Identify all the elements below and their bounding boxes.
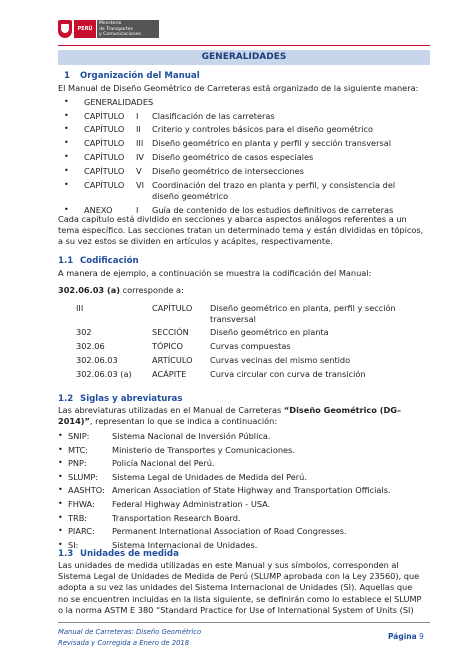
s13-line-3: adopta a su vez las unidades del Sistema Internacional de Unidades (SI). Aquellas que [58,582,413,593]
list-bullet: • [64,97,69,106]
abbreviation-meaning: Sistema Internacional de Unidades. [112,539,258,550]
s1-item-number: V [136,166,142,176]
s1-item-title: Coordinación del trazo en planta y perfil, y consistencia del [152,180,396,190]
ministry-line-2: de Transportes [99,26,133,32]
abbreviation: SNIP: [68,431,90,441]
codification-cell-a: 302.06.03 (a) [76,369,132,379]
codification-cell-a: III [76,303,84,313]
abbreviation: AASHTO: [68,485,105,496]
abbreviation: FHWA: [68,499,95,509]
abbreviation-meaning: Policía Nacional del Perú. [112,458,215,469]
codification-cell-c: Curva circular con curva de transición [210,369,366,379]
abbreviation-meaning: American Association of State Highway and Transportation Officials. [112,485,391,496]
codification-cell-b: TÓPICO [152,341,183,351]
s1-item-number: I [136,111,139,121]
s12-intro-1 [58,405,430,416]
s1-item-number: VI [136,180,145,190]
s1-item-title: Diseño geométrico de casos especiales [152,152,314,162]
codification-cell-b: CAPÍTULO [152,303,193,313]
list-bullet: • [64,180,69,189]
list-bullet: • [64,124,69,133]
s1-number: 1 [64,71,70,81]
codification-cell-b: SECCIÓN [152,327,189,337]
codification-cell-a: 302 [76,327,92,337]
codification-cell-c-cont: transversal [210,314,256,324]
s1-item-kind: CAPÍTULO [84,166,125,176]
s1-item-title: Diseño geométrico de intersecciones [152,166,304,176]
list-bullet: • [58,458,63,468]
footer-left [58,627,201,649]
s11-title: Codificación [80,256,139,266]
codification-cell-c: Diseño geométrico en planta [210,327,329,337]
s1-item-kind: ANEXO [84,205,113,215]
s11-code: 302.06.03 (a) [58,285,120,295]
abbreviation-meaning: Ministerio de Transportes y Comunicaciones. [112,444,295,455]
s12-intro-bold-2: 2014)” [58,416,90,426]
s1-paragraph [58,214,430,248]
page-number [388,632,424,641]
list-bullet: • [64,205,69,214]
abbreviation-meaning: Sistema Nacional de Inversión Pública. [112,431,271,441]
s12-intro-2 [58,416,277,427]
s13-number: 1.3 [58,549,74,559]
s11-code-line [58,285,184,296]
s1-item-title: diseño geométrico [152,191,229,201]
list-bullet: • [58,444,63,454]
abbreviation-meaning: Permanent International Association of Road Congresses. [112,526,347,537]
abbreviation-meaning: Transportation Research Board. [112,512,241,523]
abbreviation: PNP: [68,458,87,469]
s11-intro: A manera de ejemplo, a continuación se muestra la codificación del Manual: [58,268,372,278]
codification-cell-a: 302.06 [76,341,105,351]
list-bullet: • [58,431,63,440]
s1-item-number: III [136,138,144,148]
s1-intro: El Manual de Diseño Geométrico de Carreteras está organizado de la siguiente manera: [58,83,419,93]
s13-line-1: Las unidades de medida utilizadas en este Manual y sus símbolos, corresponden al [58,560,399,570]
s1-item-number: I [136,205,139,215]
page-label: Página [388,632,417,641]
abbreviation: SI: [68,539,79,550]
s12-intro-text: Las abreviaturas utilizadas en el Manual de Carreteras [58,405,284,415]
list-bullet: • [58,512,63,522]
codification-cell-b: ARTÍCULO [152,355,193,365]
list-bullet: • [58,526,63,536]
abbreviation: PIARC: [68,526,95,537]
list-bullet: • [64,111,69,120]
abbreviation: SLUMP: [68,471,99,482]
s1-item-kind: CAPÍTULO [84,180,125,190]
section-title: GENERALIDADES [58,50,430,65]
s1-item-kind: GENERALIDADES [84,97,154,107]
s12-intro-text-2: , representan lo que se indica a continuación: [89,416,278,426]
s13-paragraph [58,560,430,616]
codification-cell-c: Curvas vecinas del mismo sentido [210,355,351,365]
s13-line-5: o la norma ASTM E 380 “Standard Practice for Use of International System of Units (SI) [58,604,414,615]
footer-manual-title: Manual de Carreteras: Diseño Geométrico [58,628,202,636]
footer-revision: Revisada y Corregida a Enero de 2018 [58,639,190,647]
header-divider [58,45,430,46]
abbreviation-meaning: Federal Highway Administration - USA. [112,499,271,509]
list-bullet: • [58,539,63,549]
s1-item-title: Clasificación de las carreteras [152,111,275,121]
s13-line-2: Sistema Legal de Unidades de Medida de Perú (SLUMP aprobada con la Ley 23560), que [58,571,420,582]
s1-item-title: Guía de contenido de los estudios definitivos de carreteras [152,205,394,215]
peru-shield-logo [58,20,72,38]
s1-item-number: IV [136,152,145,162]
s1-para-line-2: tema específico. Las secciones tratan un determinado tema y están divididas en tópicos, [58,225,424,236]
codification-cell-a: 302.06.03 [76,355,118,365]
page-num: 9 [419,632,424,641]
list-bullet: • [58,485,63,495]
s12-number: 1.2 [58,394,74,404]
s1-item-title: Criterio y controles básicos para el diseño geométrico [152,124,374,134]
list-bullet: • [64,152,69,161]
s1-item-kind: CAPÍTULO [84,138,125,148]
list-bullet: • [58,471,63,481]
ministry-logo [97,20,159,38]
abbreviation: TRB: [68,512,88,523]
s13-line-4: no se encuentren incluidas en la lista siguiente, se definirán como lo establece el SLUMP [58,593,422,604]
list-bullet: • [64,166,69,175]
list-bullet: • [64,138,69,147]
s1-para-line-3: a su vez estos se dividen en artículos y acápites, respectivamente. [58,236,333,247]
s11-number: 1.1 [58,256,74,266]
s1-item-title: Diseño geométrico en planta y perfil y sección transversal [152,138,392,148]
codification-cell-c: Diseño geométrico en planta, perfil y sección [210,303,396,313]
ministry-line-1: Ministerio [99,21,122,26]
s1-item-kind: CAPÍTULO [84,152,125,162]
s1-item-number: II [136,124,141,134]
footer-divider [58,622,430,623]
s1-para-line-1: Cada capítulo está dividido en secciones y abarca aspectos análogos referentes a un [58,214,407,224]
s1-item-kind: CAPÍTULO [84,124,125,134]
s1-item-kind: CAPÍTULO [84,111,125,121]
peru-logo-text: PERÚ [74,20,96,38]
abbreviation: MTC: [68,444,89,455]
codification-cell-b: ACÁPITE [152,369,187,379]
codification-cell-c: Curvas compuestas [210,341,291,351]
ministry-line-3: y Comunicaciones [99,32,141,38]
list-bullet: • [58,499,63,508]
s12-title: Siglas y abreviaturas [80,394,183,404]
s13-title: Unidades de medida [80,549,179,559]
abbreviation-meaning: Sistema Legal de Unidades de Medida del Perú. [112,471,307,482]
s12-intro-bold: “Diseño Geométrico (DG– [283,405,402,415]
s11-code-rest: corresponde a: [119,285,184,295]
s1-title: Organización del Manual [80,71,200,81]
